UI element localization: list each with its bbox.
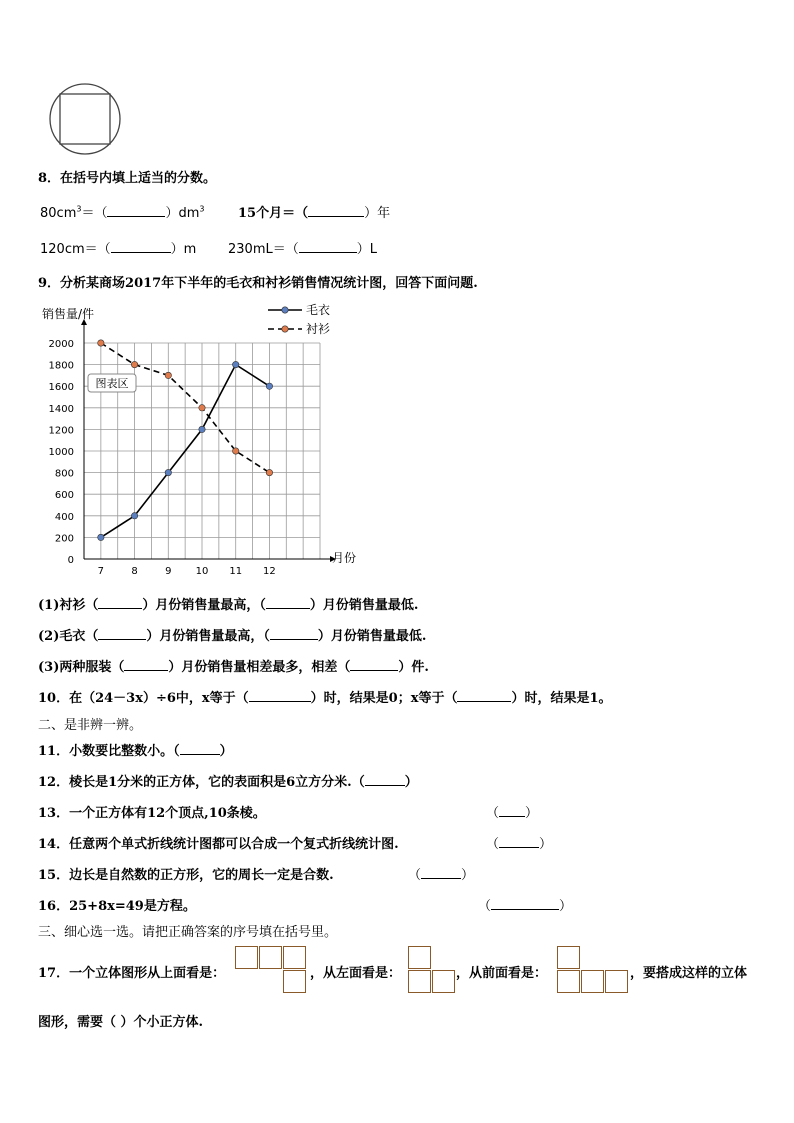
q16-blank[interactable] — [491, 898, 559, 910]
data-point-0 — [266, 383, 272, 389]
data-point-0 — [131, 513, 137, 519]
q16-answer: （ ） — [478, 899, 573, 914]
q14: 14．任意两个单式折线统计图都可以合成一个复式折线统计图. — [38, 837, 399, 852]
data-point-1 — [199, 405, 205, 411]
q13-answer: （ ） — [486, 806, 539, 821]
y-tick-label: 200 — [54, 533, 74, 545]
data-point-1 — [266, 469, 272, 475]
q15-answer: （ ） — [408, 868, 475, 883]
x-tick-label: 8 — [131, 566, 138, 577]
y-tick-label: 1800 — [48, 360, 74, 372]
y-tick-label: 2000 — [48, 339, 74, 350]
legend-marker-1 — [282, 326, 288, 332]
q12: 12．棱长是1分米的正方体，它的表面积是6立方分米.（ ） — [38, 775, 418, 790]
legend-marker-0 — [282, 307, 288, 313]
q10-blank-1[interactable] — [249, 690, 311, 702]
q9-blank-4[interactable] — [270, 628, 318, 640]
q9-sub2: (2)毛衣（ ）月份销售量最高，（ ）月份销售量最低. — [38, 629, 427, 644]
q9-blank-1[interactable] — [98, 597, 142, 609]
circle-square-figure — [48, 82, 124, 158]
q8-row2-left: 120cm＝（ ）m — [40, 242, 197, 257]
q8-blank-4[interactable] — [299, 241, 357, 253]
q14-answer: （ ） — [486, 837, 553, 852]
x-tick-label: 11 — [229, 566, 243, 577]
y-tick-label: 0 — [67, 555, 74, 566]
q11-blank[interactable] — [180, 743, 220, 755]
data-point-0 — [233, 361, 239, 367]
q17-text-d: ，要搭成这样的立体 — [630, 966, 748, 981]
y-tick-label: 1400 — [48, 403, 74, 415]
q9-blank-5[interactable] — [124, 659, 168, 671]
data-point-1 — [233, 448, 239, 454]
data-point-1 — [98, 340, 104, 346]
section-3-title: 三、细心选一选。请把正确答案的序号填在括号里。 — [38, 925, 338, 940]
q8-row2-right: 230mL＝（ ）L — [228, 242, 377, 257]
q10-blank-2[interactable] — [457, 690, 511, 702]
x-tick-label: 10 — [195, 566, 209, 577]
y-tick-label: 1200 — [48, 425, 74, 437]
q8-title: 8．在括号内填上适当的分数。 — [38, 171, 217, 186]
y-tick-label: 800 — [54, 468, 74, 480]
q8-blank-1[interactable] — [107, 205, 165, 217]
section-2-title: 二、是非辨一辨。 — [38, 718, 143, 733]
q14-blank[interactable] — [499, 836, 539, 848]
q17-text-e: 图形，需要（ ）个小正方体. — [38, 1015, 204, 1030]
data-point-0 — [199, 426, 205, 432]
data-point-0 — [98, 534, 104, 540]
data-point-0 — [165, 469, 171, 475]
q11: 11．小数要比整数小。（ ） — [38, 744, 233, 759]
q17-text-b: ，从左面看是： — [310, 966, 402, 981]
x-axis-label: 月份 — [332, 551, 357, 565]
sales-line-chart — [36, 298, 376, 583]
x-tick-label: 7 — [97, 566, 105, 577]
q9-blank-2[interactable] — [266, 597, 310, 609]
q16: 16．25+8x=49是方程。 — [38, 899, 196, 914]
x-tick-label: 12 — [263, 566, 276, 577]
x-tick-label: 9 — [165, 566, 172, 577]
q12-blank[interactable] — [365, 774, 405, 786]
y-tick-label: 600 — [54, 490, 74, 502]
q9-blank-3[interactable] — [98, 628, 146, 640]
legend-label-0: 毛衣 — [306, 303, 331, 317]
y-tick-label: 400 — [54, 511, 74, 523]
data-point-1 — [131, 361, 137, 367]
q17-text-c: ，从前面看是： — [456, 966, 548, 981]
q10: 10．在（24－3x）÷6中，x等于（ ）时，结果是0；x等于（ ）时，结果是1。 — [38, 691, 612, 706]
chart-area-label: 图表区 — [95, 377, 129, 390]
legend-label-1: 衬衫 — [306, 322, 331, 336]
q8-blank-2[interactable] — [308, 205, 364, 217]
data-point-1 — [165, 372, 171, 378]
q17-text-a: 17．一个立体图形从上面看是： — [38, 966, 226, 981]
q13-blank[interactable] — [499, 805, 525, 817]
q8-row1-left: $80cm^3=$（ ）$dm^3$ — [40, 204, 205, 221]
q9-title: 9．分析某商场2017年下半年的毛衣和衬衫销售情况统计图，回答下面问题. — [38, 276, 478, 291]
q8-row1-right: 15个月＝（ ）年 — [238, 206, 391, 221]
q9-sub3: (3)两种服装（ ）月份销售量相差最多，相差（ ）件. — [38, 660, 429, 675]
q15-blank[interactable] — [421, 867, 461, 879]
q13: 13．一个正方体有12个顶点,10条棱。 — [38, 806, 266, 821]
y-tick-label: 1600 — [48, 382, 74, 394]
q15: 15．边长是自然数的正方形，它的周长一定是合数. — [38, 868, 334, 883]
q8-blank-3[interactable] — [111, 241, 171, 253]
y-axis-label: 销售量/件 — [42, 307, 95, 321]
q9-blank-6[interactable] — [350, 659, 398, 671]
y-tick-label: 1000 — [48, 447, 74, 458]
q9-sub1: (1)衬衫（ ）月份销售量最高，（ ）月份销售量最低. — [38, 598, 419, 613]
